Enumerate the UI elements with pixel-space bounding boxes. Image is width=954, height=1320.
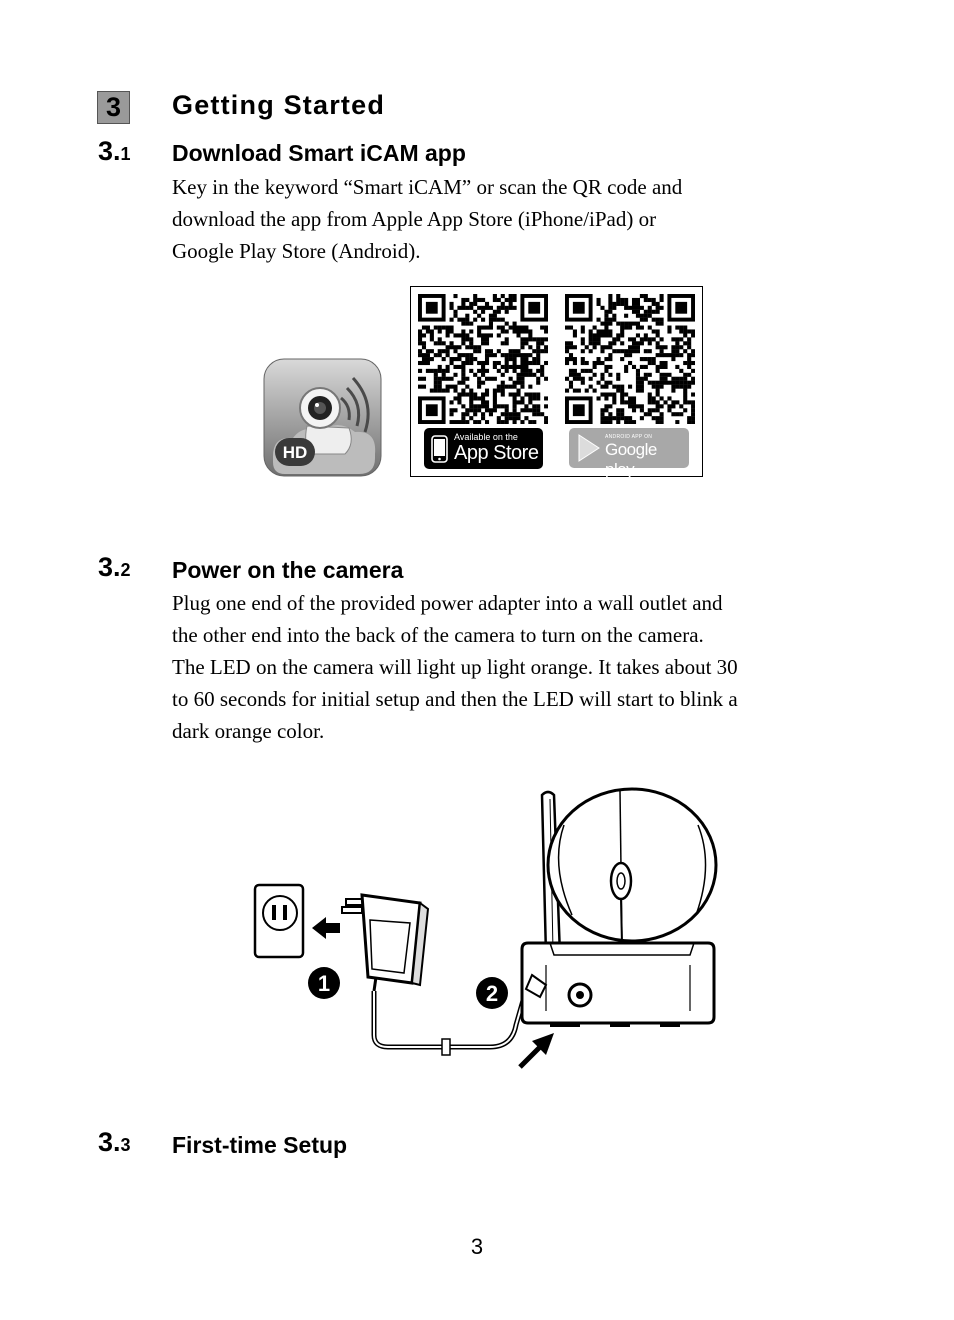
iphone-icon — [431, 435, 448, 463]
app-store-badge[interactable] — [424, 428, 543, 469]
google-play-badge[interactable] — [569, 428, 689, 479]
body-line: to 60 seconds for initial setup and then the LED will start to blink a — [172, 687, 738, 711]
step-1-badge — [308, 967, 340, 999]
app-store-qr-code[interactable] — [418, 294, 548, 429]
step-2-badge — [476, 977, 508, 1009]
hd-badge: HD — [282, 443, 308, 462]
section-number: 3.2 — [98, 552, 131, 582]
section-title: Power on the camera — [172, 557, 404, 583]
google-play-badge-caption: ANDROID APP ON — [605, 434, 653, 440]
google-play-badge-label: Google play — [605, 440, 657, 479]
power-adapter-icon — [342, 895, 428, 991]
page-number: 3 — [470, 1234, 484, 1259]
body-line: the other end into the back of the camera to turn on the camera. — [172, 623, 704, 647]
arrow-up-right-icon — [520, 1033, 554, 1067]
section-number: 3.3 — [98, 1127, 131, 1157]
arrow-left-icon — [312, 917, 340, 939]
svg-text:2: 2 — [485, 981, 499, 1006]
body-line: The LED on the camera will light up light orange. It takes about 30 — [172, 655, 738, 679]
section-body — [172, 171, 832, 267]
body-line: Plug one end of the provided power adapter into a wall outlet and — [172, 591, 723, 615]
body-line: dark orange color. — [172, 719, 325, 743]
play-icon — [577, 434, 601, 462]
section-title: Download Smart iCAM app — [172, 140, 466, 166]
body-line: Key in the keyword “Smart iCAM” or scan the QR code and — [172, 175, 683, 199]
qr-code-panel — [410, 286, 703, 477]
power-setup-illustration — [250, 785, 730, 1080]
chapter-number-badge: 3 — [97, 91, 130, 124]
body-line: Google Play Store (Android). — [172, 239, 421, 263]
camera-app-icon — [263, 358, 382, 477]
body-line: download the app from Apple App Store (iPhone/iPad) or — [172, 207, 657, 231]
svg-text:1: 1 — [317, 971, 331, 996]
section-body — [172, 587, 832, 747]
wall-outlet-icon — [255, 885, 303, 957]
section-title: First-time Setup — [172, 1132, 348, 1158]
section-number: 3.1 — [98, 136, 131, 166]
app-store-badge-label: App Store — [454, 442, 539, 464]
app-store-badge-caption: Available on the — [454, 432, 518, 442]
camera-icon — [522, 789, 716, 1027]
chapter-title: Getting Started — [172, 90, 386, 120]
google-play-qr-code[interactable] — [565, 294, 695, 429]
